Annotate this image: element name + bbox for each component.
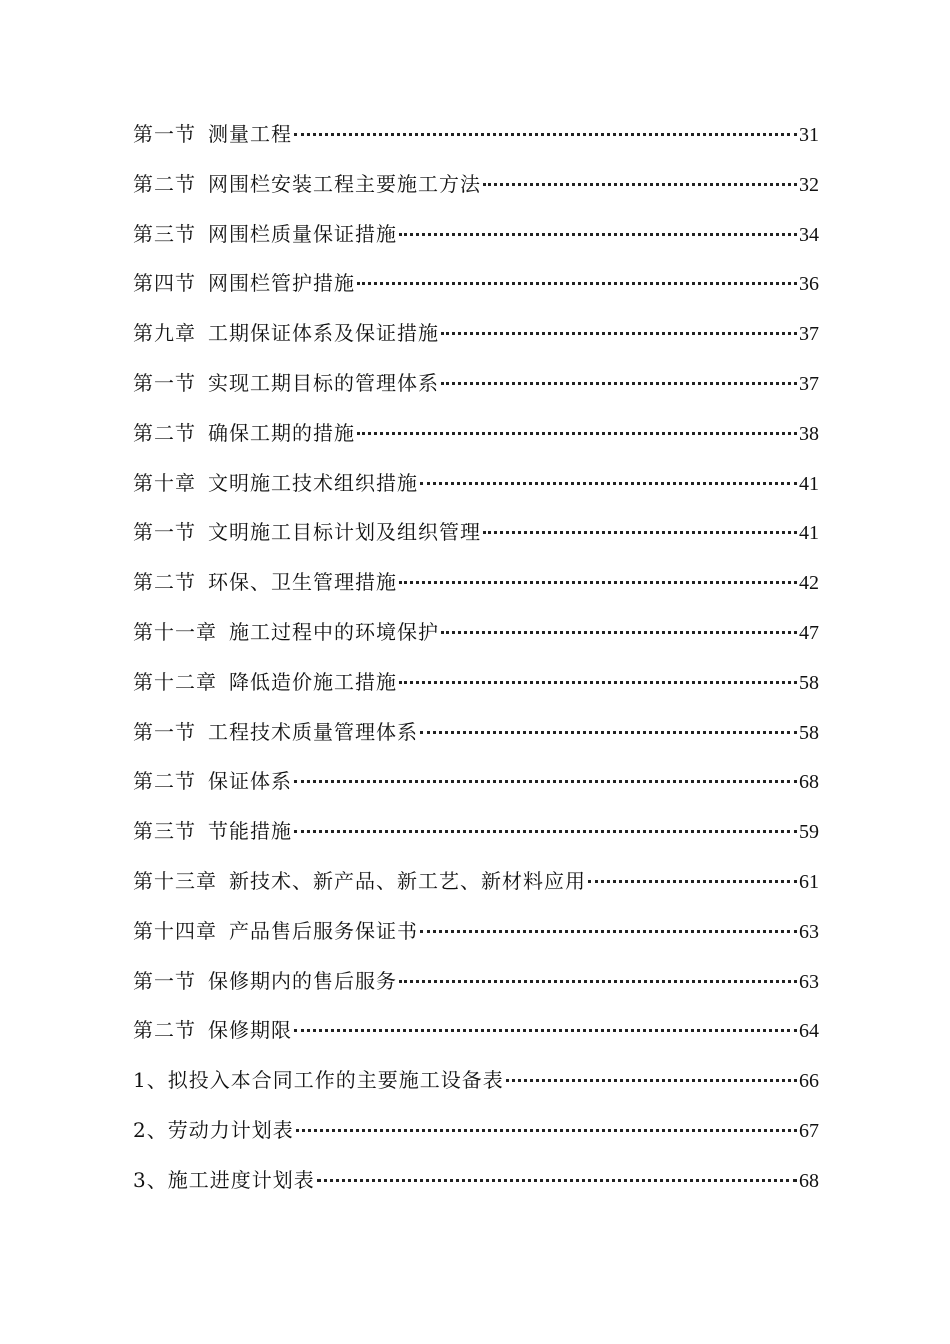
toc-entry[interactable] [133,666,819,716]
toc-dot-leader [420,482,797,485]
toc-entry-label: 第十二章 [133,669,217,694]
toc-entry-title: 产品售后服务保证书 [229,918,418,943]
toc-entry-title: 网围栏安装工程主要施工方法 [208,171,481,196]
toc-entry-page: 66 [799,1070,819,1093]
toc-entry-label: 第三节 [133,819,196,844]
toc-entry-page: 31 [799,124,819,146]
toc-entry[interactable] [133,367,819,417]
toc-entry-page: 64 [799,1020,819,1043]
toc-entry-label: 第一节 [133,968,196,993]
toc-entry[interactable] [133,1014,819,1064]
toc-dot-leader [399,233,797,236]
toc-dot-leader [357,282,797,285]
toc-entry-page: 41 [799,522,819,545]
toc-entry-title: 网围栏管护措施 [208,271,355,296]
toc-entry-label: 1、 [133,1068,168,1093]
toc-entry-label: 第一节 [133,520,196,545]
toc-entry-label: 第二节 [133,570,196,595]
toc-entry-page: 32 [799,173,819,196]
toc-entry[interactable] [133,516,819,566]
toc-entry-title: 拟投入本合同工作的主要施工设备表 [167,1068,504,1093]
toc-entry-page: 63 [799,970,819,993]
toc-entry-page: 68 [799,1169,819,1192]
toc-entry-page: 42 [799,572,819,595]
toc-entry[interactable] [133,965,819,1015]
toc-entry-page: 36 [799,273,819,296]
toc-entry[interactable] [133,1064,819,1114]
toc-entry[interactable] [133,168,819,218]
toc-entry-label: 第四节 [133,271,196,296]
toc-dot-leader [317,1179,797,1182]
toc-entry[interactable] [133,1164,819,1214]
toc-entry-label: 第一节 [133,370,196,395]
toc-entry-label: 第十章 [133,470,196,495]
toc-entry-label: 3、 [133,1167,168,1192]
toc-entry[interactable] [133,267,819,317]
toc-dot-leader [483,531,797,534]
toc-dot-leader [399,980,797,983]
toc-entry[interactable] [133,566,819,616]
toc-entry-label: 第十一章 [133,619,217,644]
toc-entry[interactable] [133,417,819,467]
toc-entry-title: 劳动力计划表 [167,1117,294,1142]
toc-entry[interactable] [133,118,819,168]
toc-entry-page: 41 [799,472,819,495]
toc-entry-label: 第九章 [133,321,196,346]
toc-entry-page: 58 [799,671,819,694]
toc-entry-label: 2、 [133,1117,168,1142]
toc-entry-title: 测量工程 [208,122,292,146]
toc-dot-leader [294,133,797,136]
toc-entry-title: 实现工期目标的管理体系 [208,370,439,395]
toc-entry-label: 第一节 [133,122,196,146]
toc-entry-label: 第十四章 [133,918,217,943]
toc-dot-leader [441,631,797,634]
toc-entry-title: 保证体系 [208,769,292,794]
toc-entry-label: 第一节 [133,719,196,744]
toc-entry-page: 37 [799,372,819,395]
toc-entry-title: 文明施工技术组织措施 [208,470,418,495]
toc-entry-title: 节能措施 [208,819,292,844]
toc-dot-leader [357,432,797,435]
toc-entry-title: 保修期限 [208,1018,292,1043]
toc-entry-label: 第二节 [133,171,196,196]
toc-dot-leader [420,731,797,734]
toc-entry[interactable] [133,915,819,965]
toc-dot-leader [296,1129,797,1132]
toc-entry[interactable] [133,467,819,517]
toc-entry-title: 环保、卫生管理措施 [208,570,397,595]
toc-dot-leader [441,332,797,335]
toc-dot-leader [588,880,797,883]
toc-entry-page: 34 [799,223,819,246]
toc-entry[interactable] [133,1114,819,1164]
toc-entry-page: 58 [799,721,819,744]
toc-entry-label: 第三节 [133,221,196,246]
toc-entry[interactable] [133,716,819,766]
toc-entry[interactable] [133,616,819,666]
toc-entry-title: 施工进度计划表 [167,1167,315,1192]
toc-entry-title: 网围栏质量保证措施 [208,221,397,246]
toc-entry-title: 工期保证体系及保证措施 [208,321,439,346]
toc-entry-label: 第二节 [133,769,196,794]
toc-entry-title: 工程技术质量管理体系 [208,719,418,744]
toc-entry-title: 文明施工目标计划及组织管理 [208,520,481,545]
toc-entry-label: 第十三章 [133,868,217,893]
toc-entry-page: 37 [799,323,819,346]
toc-dot-leader [294,780,797,783]
toc-entry-page: 67 [799,1119,819,1142]
toc-entry-title: 降低造价施工措施 [229,669,397,694]
toc-entry-label: 第二节 [133,420,196,445]
toc-entry[interactable] [133,317,819,367]
toc-entry-title: 新技术、新产品、新工艺、新材料应用 [229,868,586,893]
toc-dot-leader [420,930,797,933]
toc-entry-label: 第二节 [133,1018,196,1043]
toc-entry[interactable] [133,765,819,815]
toc-entry[interactable] [133,865,819,915]
toc-dot-leader [294,830,797,833]
toc-dot-leader [506,1079,797,1082]
table-of-contents [133,118,819,1214]
toc-dot-leader [294,1029,797,1032]
toc-entry-page: 63 [799,920,819,943]
toc-entry[interactable] [133,815,819,865]
toc-entry-page: 38 [799,422,819,445]
toc-entry-page: 47 [799,621,819,644]
toc-entry-page: 61 [799,870,819,893]
toc-entry-title: 确保工期的措施 [208,420,355,445]
toc-dot-leader [399,681,797,684]
toc-dot-leader [483,183,797,186]
toc-entry[interactable] [133,218,819,268]
toc-entry-page: 59 [799,821,819,844]
toc-dot-leader [399,581,797,584]
toc-entry-title: 保修期内的售后服务 [208,968,397,993]
toc-dot-leader [441,382,797,385]
toc-entry-title: 施工过程中的环境保护 [229,619,439,644]
toc-entry-page: 68 [799,771,819,794]
